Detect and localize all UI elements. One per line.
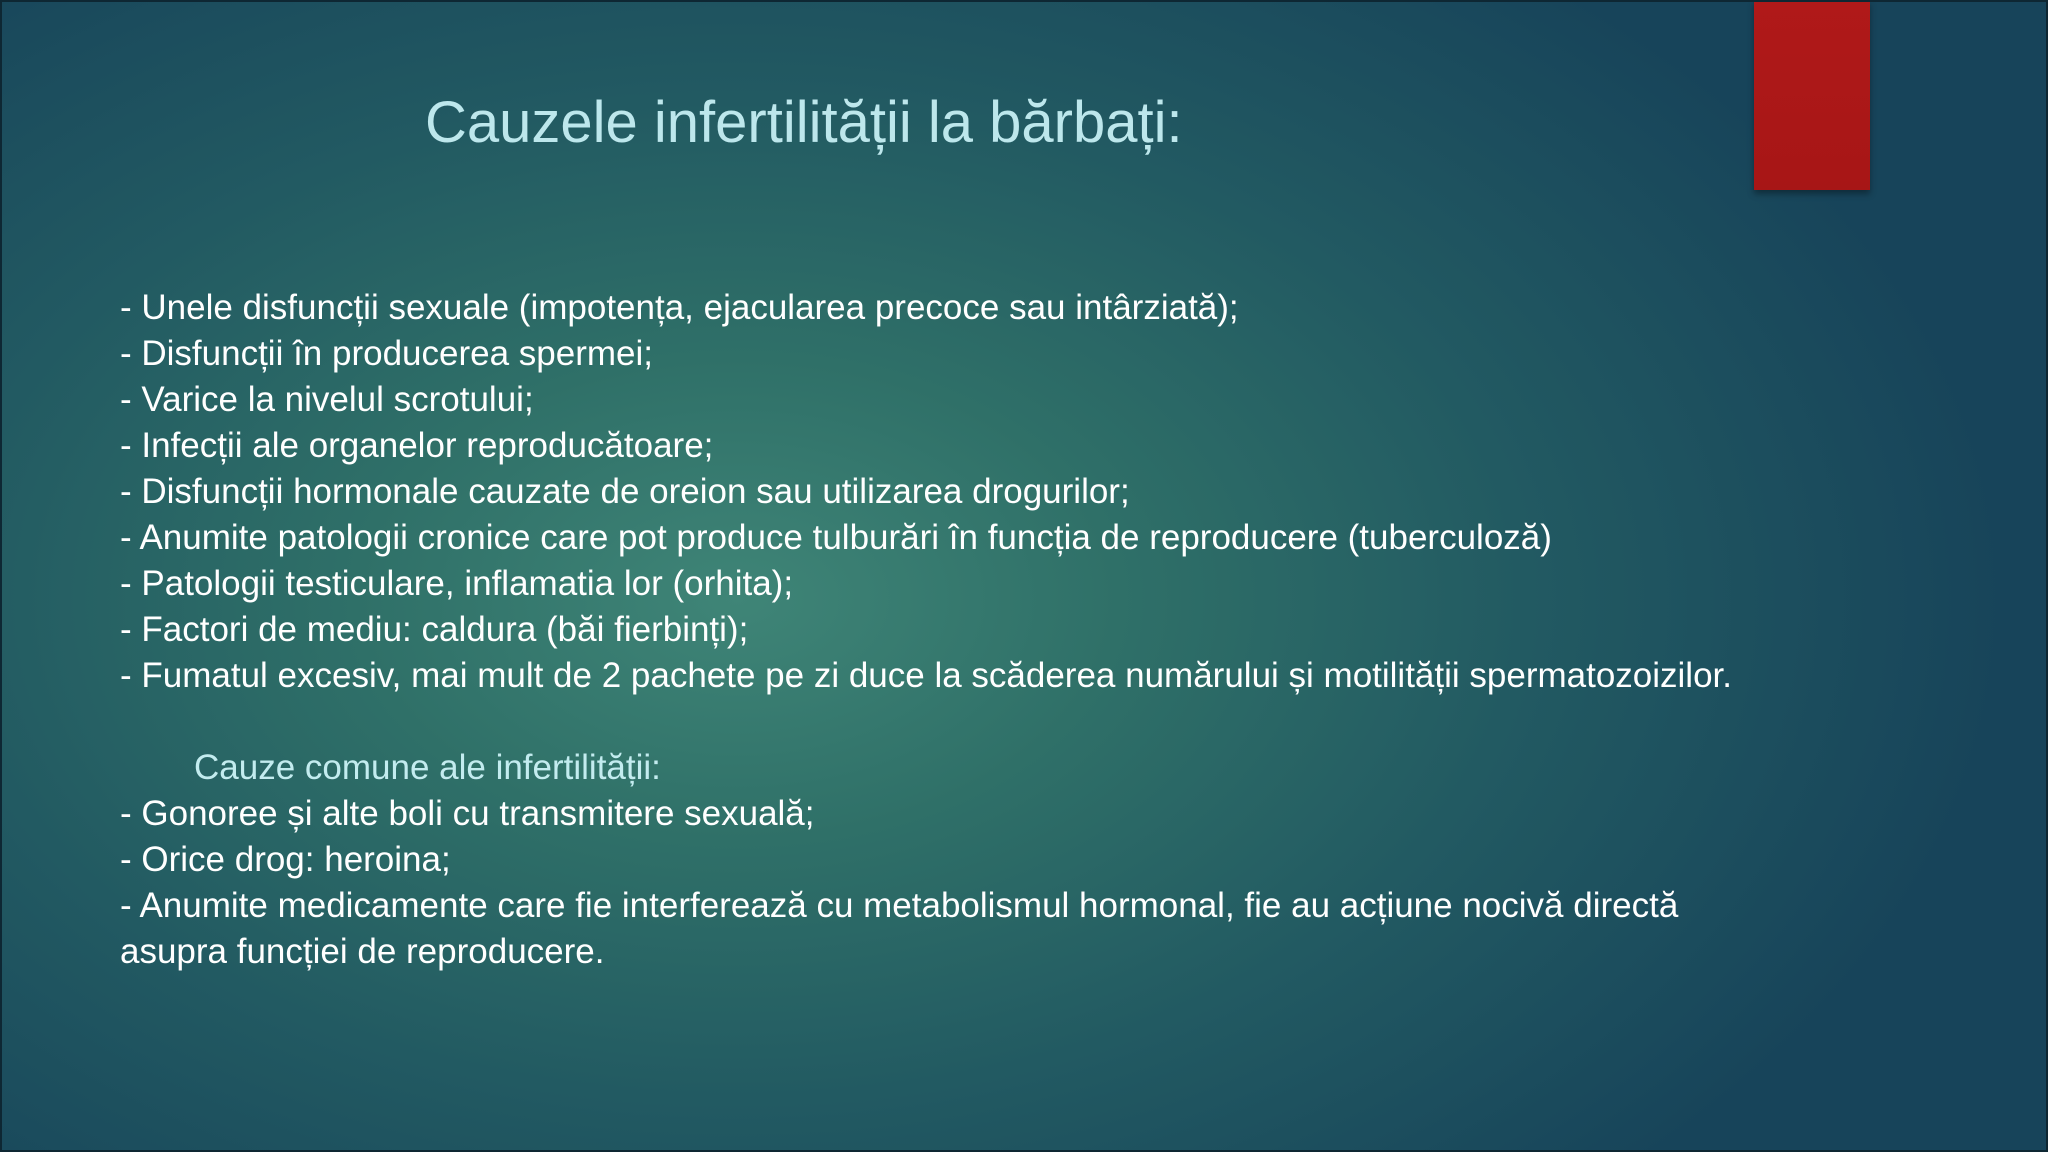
slide-body [120,285,1940,975]
cause-item: - Infecții ale organelor reproducătoare; [120,426,714,465]
cause-item: - Disfuncții în producerea spermei; [120,334,653,373]
spacer [120,699,1940,745]
common-cause-item: - Anumite medicamente care fie interferează cu metabolismul hormonal, fie au acțiune nocivă directă [120,886,1679,925]
common-causes-heading: Cauze comune ale infertilității: [194,748,661,787]
cause-item: - Patologii testiculare, inflamatia lor (orhita); [120,564,794,603]
cause-item: - Fumatul excesiv, mai mult de 2 pachete pe zi duce la scăderea numărului și motilității spermatozoizilor. [120,656,1732,695]
cause-item: - Disfuncții hormonale cauzate de oreion sau utilizarea drogurilor; [120,472,1130,511]
common-cause-item: - Orice drog: heroina; [120,840,451,879]
red-accent-bar [1754,0,1870,190]
cause-item: - Anumite patologii cronice care pot produce tulburări în funcția de reproducere (tuberculoză) [120,518,1552,557]
cause-item: - Factori de mediu: caldura (băi fierbinți); [120,610,749,649]
slide-title: Cauzele infertilității la bărbați: [425,90,1183,155]
cause-item: - Unele disfuncții sexuale (impotența, ejacularea precoce sau intârziată); [120,288,1239,327]
cause-item: - Varice la nivelul scrotului; [120,380,534,419]
common-cause-item: - Gonoree și alte boli cu transmitere sexuală; [120,794,815,833]
common-cause-item: asupra funcției de reproducere. [120,932,605,971]
